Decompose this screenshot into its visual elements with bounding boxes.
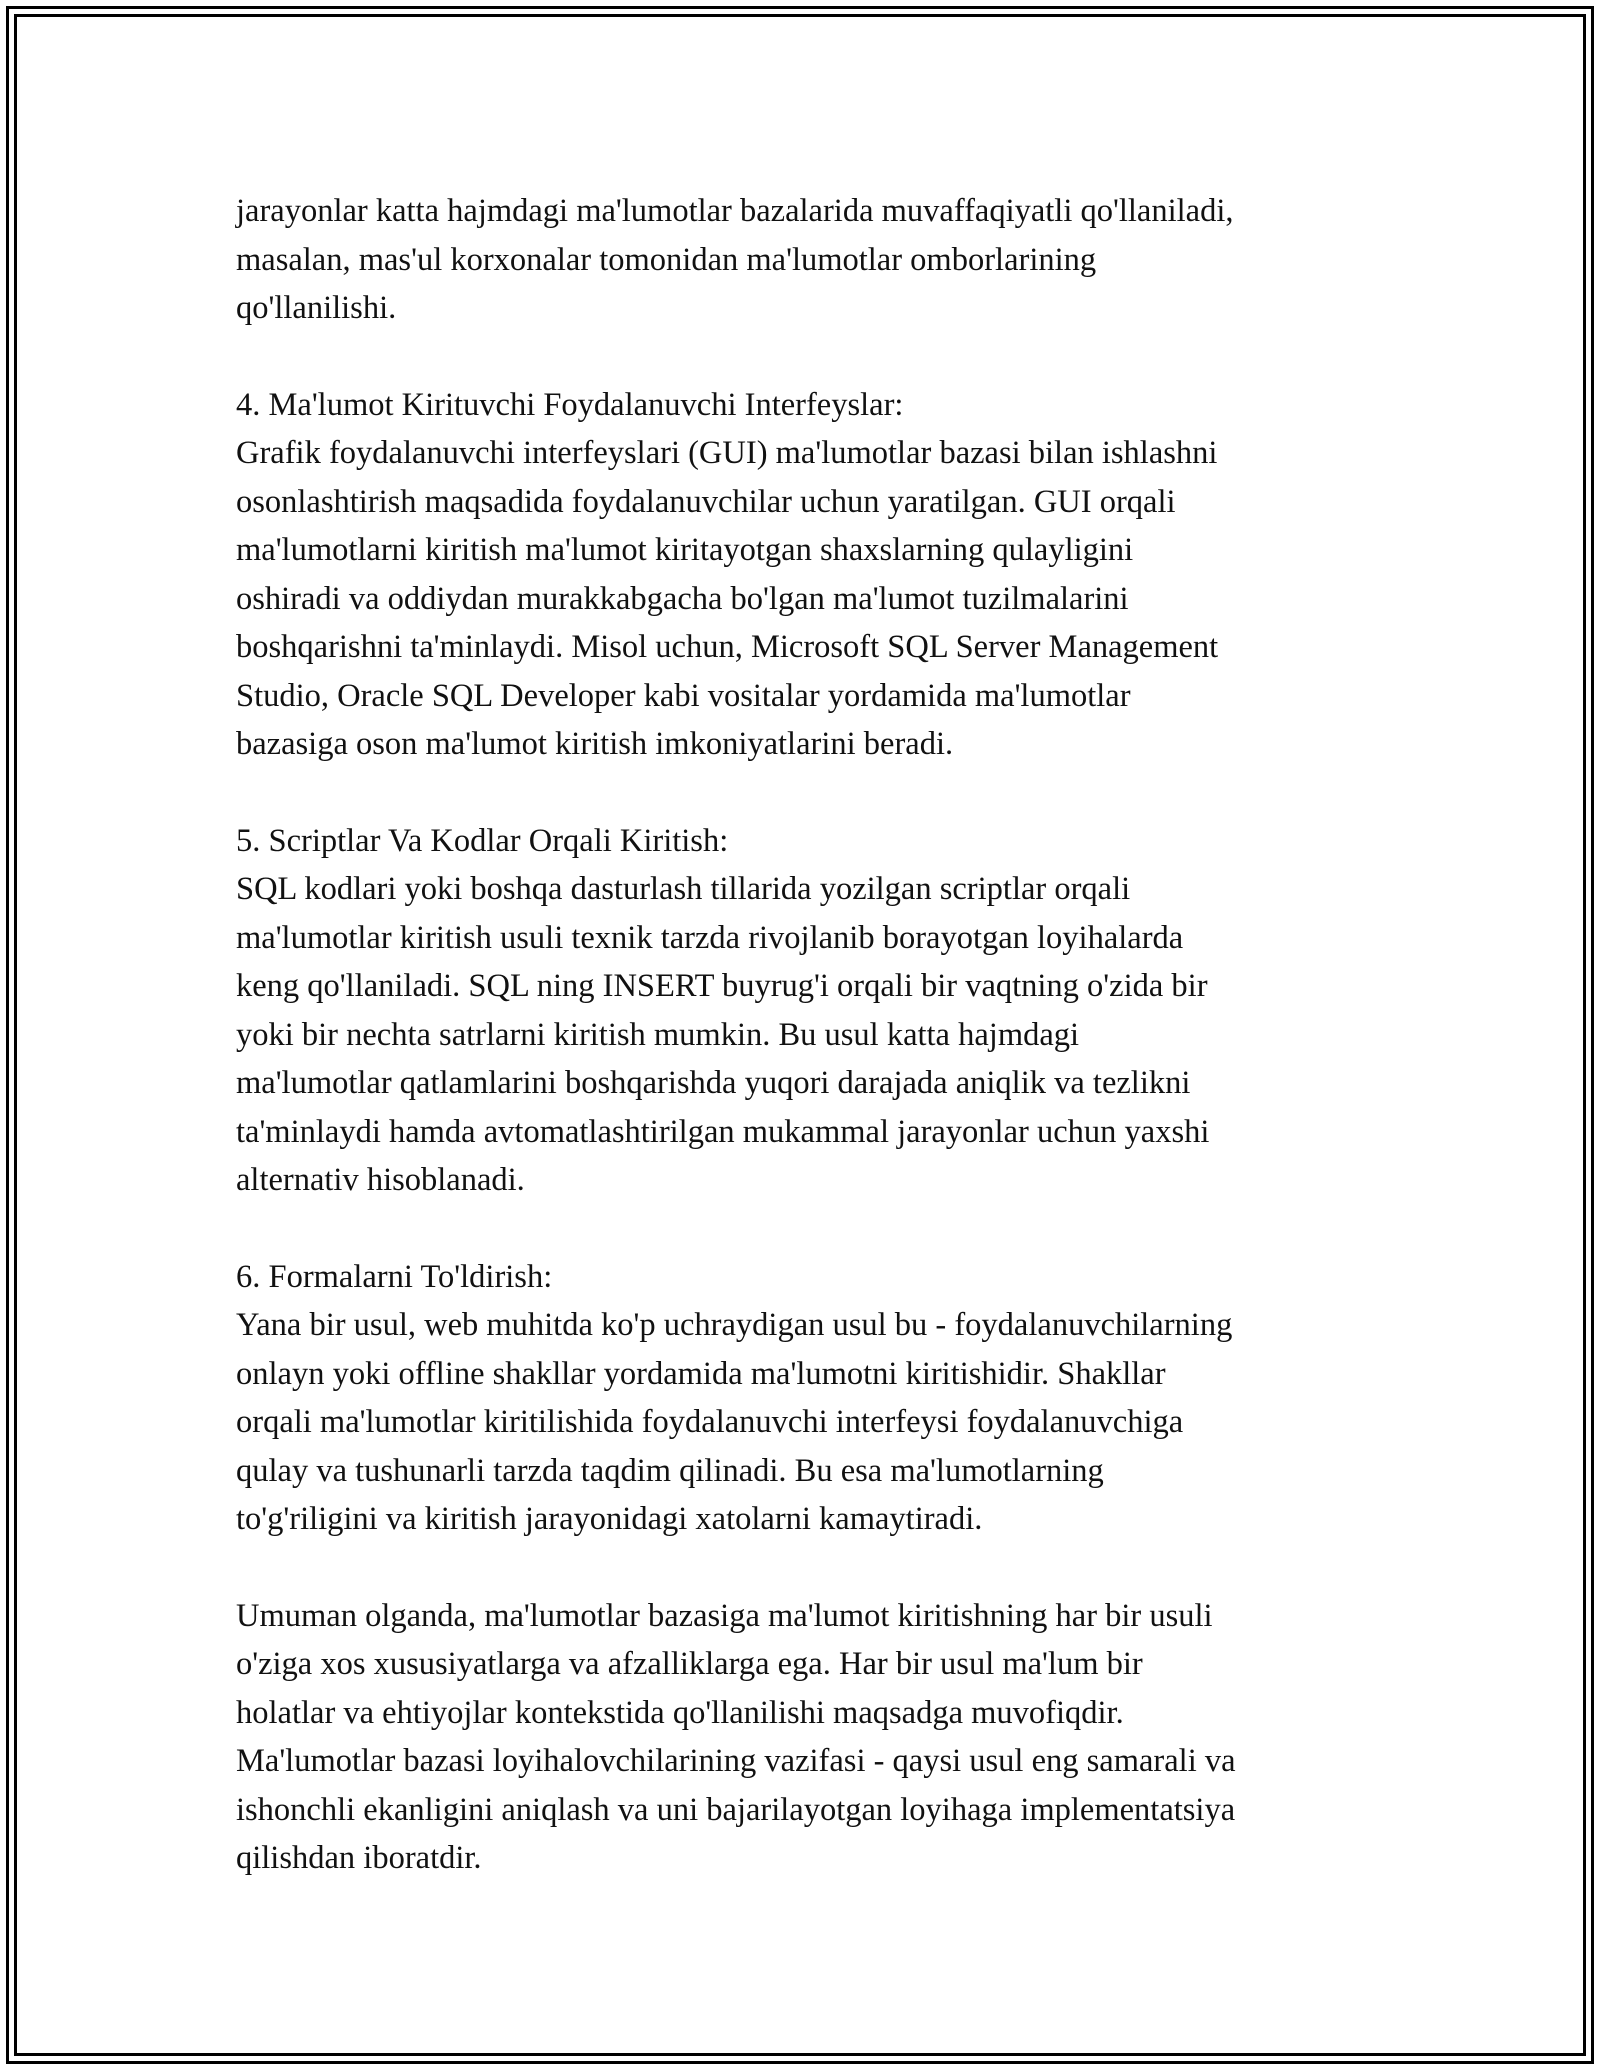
section-heading: 5. Scriptlar Va Kodlar Orqali Kiritish: [236, 822, 729, 859]
conclusion-paragraph: Umuman olganda, ma'lumotlar bazasiga ma'lumot kiritishning har bir usuli o'ziga xos xususiyatlarga va afzalliklarga ega. Har bir usul ma'lum bir holatlar va ehtiyojlar kontekstida qo'llanilishi maqsadga muvofiqdir. Ma'lumotlar bazasi loyihalovchilarining vazifasi - qaysi usul eng samarali va ishonchli ekanligini aniqlash va uni bajarilayotgan loyihaga implementatsiya qilishdan iboratdir. [236, 1597, 1236, 1876]
section-body: SQL kodlari yoki boshqa dasturlash tillarida yozilgan scriptlar orqali ma'lumotlar kiritish usuli texnik tarzda rivojlanib borayotgan loyihalarda keng qo'llaniladi. SQL ning INSERT buyrug'i orqali bir vaqtning o'zida bir yoki bir nechta satrlarni kiritish mumkin. Bu usul katta hajmdagi ma'lumotlar qatlamlarini boshqarishda yuqori darajada aniqlik va tezlikni ta'minlaydi hamda avtomatlashtirilgan mukammal jarayonlar uchun yaxshi alternativ hisoblanadi. [236, 871, 1210, 1198]
section-body: Grafik foydalanuvchi interfeyslari (GUI) ma'lumotlar bazasi bilan ishlashni osonlashtirish maqsadida foydalanuvchilar uchun yaratilgan. GUI orqali ma'lumotlarni kiritish ma'lumot kiritayotgan shaxslarning qulayligini oshiradi va oddiydan murakkabgacha bo'lgan ma'lumot tuzilmalarini boshqarishni ta'minlaydi. Misol uchun, Microsoft SQL Server Management Studio, Oracle SQL Developer kabi vositalar yordamida ma'lumotlar bazasiga oson ma'lumot kiritish imkoniyatlarini beradi. [236, 435, 1219, 762]
section-scripts [236, 817, 1386, 1205]
intro-paragraph: jarayonlar katta hajmdagi ma'lumotlar bazalarida muvaffaqiyatli qo'llaniladi, masalan, mas'ul korxonalar tomonidan ma'lumotlar omborlarining qo'llanilishi. [236, 193, 1234, 326]
section-body: Yana bir usul, web muhitda ko'p uchraydigan usul bu - foydalanuvchilarning onlayn yoki offline shakllar yordamida ma'lumotni kiritishidir. Shakllar orqali ma'lumotlar kiritilishida foydalanuvchi interfeysi foydalanuvchiga qulay va tushunarli tarzda taqdim qilinadi. Bu esa ma'lumotlarning to'g'riligini va kiritish jarayonidagi xatolarni kamaytiradi. [236, 1307, 1233, 1537]
section-gui [236, 381, 1386, 769]
document-body [236, 187, 1386, 1931]
section-heading: 6. Formalarni To'ldirish: [236, 1258, 553, 1295]
section-heading: 4. Ma'lumot Kirituvchi Foydalanuvchi Interfeyslar: [236, 386, 904, 423]
section-forms [236, 1253, 1386, 1544]
